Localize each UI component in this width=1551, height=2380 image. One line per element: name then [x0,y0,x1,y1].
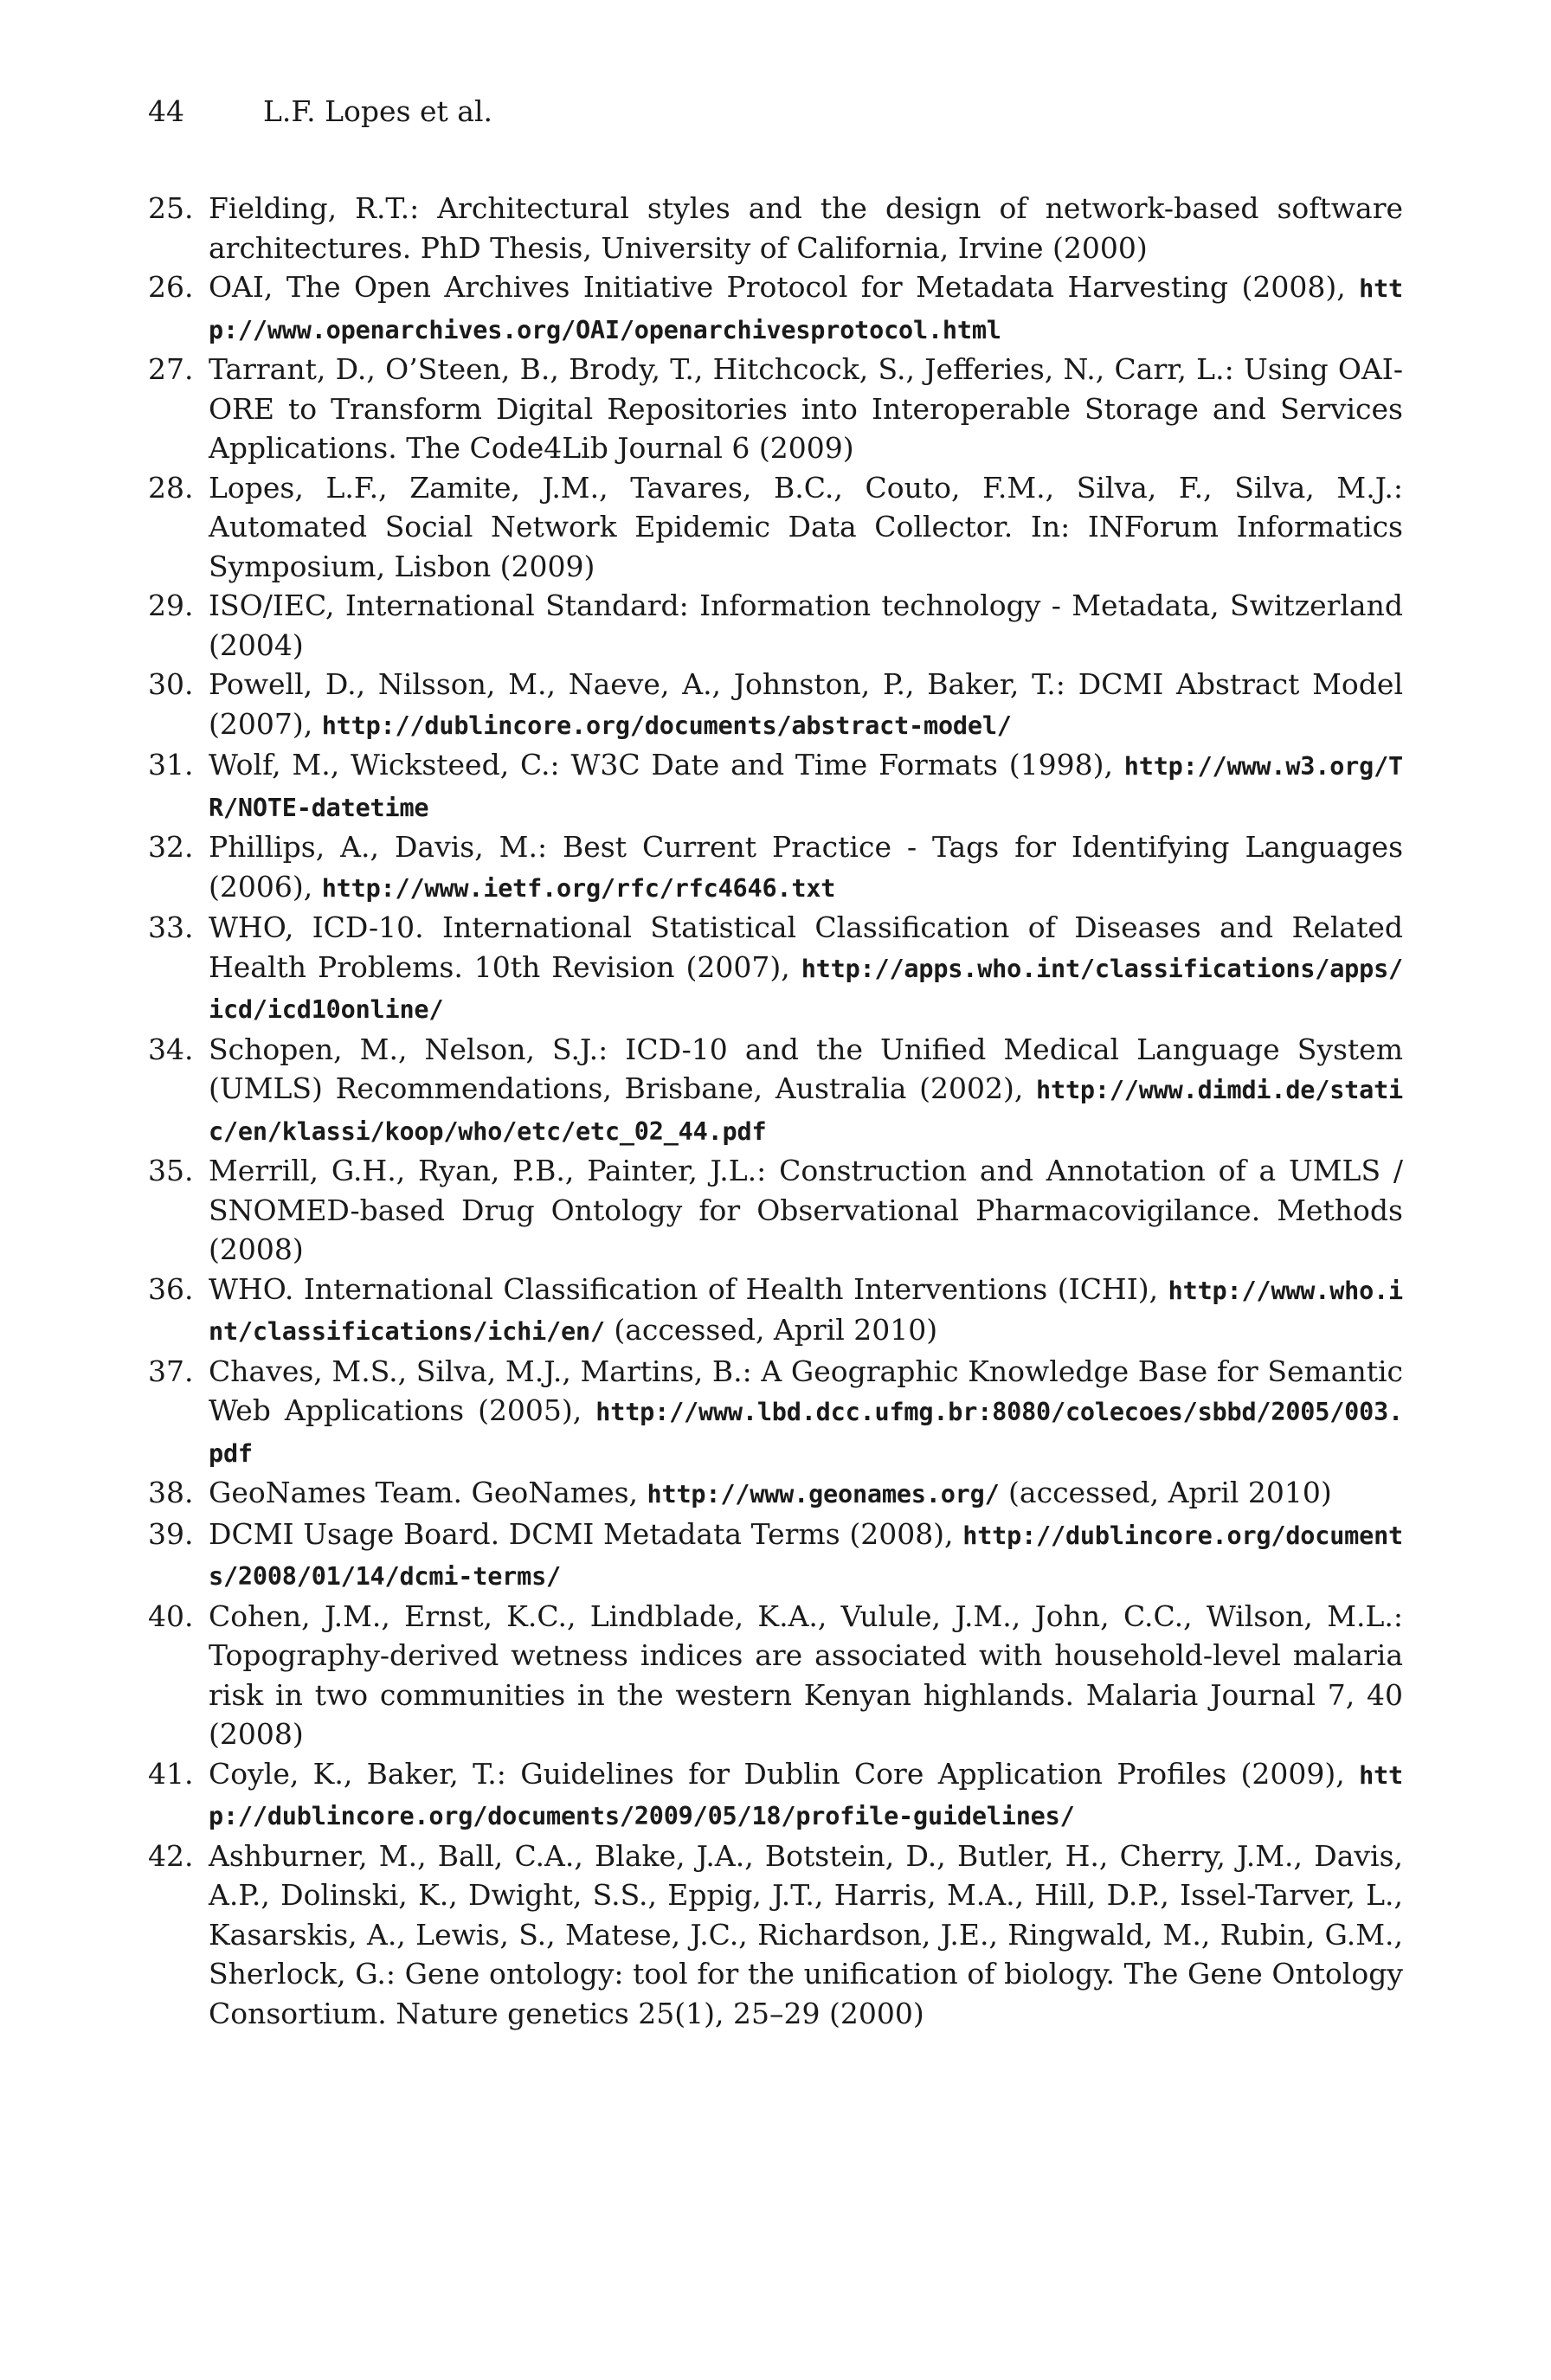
running-header [148,92,1403,132]
reference-link[interactable]: http://www.geonames.org/ [647,1480,1000,1508]
reference-item [148,586,1403,665]
reference-text: Chaves, M.S., Silva, M.J., Martins, B.: A Geographic Knowledge Base for Semantic Web Applications (2005), [209,1354,1403,1427]
reference-link[interactable]: http://apps.who.int/classifications/apps/icd/icd10online/ [209,954,1403,1024]
reference-number: 34. [148,1032,194,1066]
reference-link[interactable]: http://www.ietf.org/rfc/rfc4646.txt [321,873,836,903]
reference-text: ISO/IEC, International Standard: Information technology - Metadata, Switzerland (2004) [209,589,1403,662]
reference-text: WHO, ICD-10. International Statistical Classification of Diseases and Related Health Problems. 10th Revision (2007), [209,910,1403,984]
reference-item [148,1515,1403,1597]
reference-number: 31. [148,748,194,782]
reference-text: WHO. International Classification of Health Interventions (ICHI), [209,1271,1168,1306]
reference-link[interactable]: http://www.w3.org/TR/NOTE-datetime [209,752,1403,822]
running-header-authors: L.F. Lopes et al. [263,94,492,128]
reference-text: GeoNames Team. GeoNames, [209,1476,647,1509]
reference-text: OAI, The Open Archives Initiative Protocol for Metadata Harvesting (2008), [209,270,1360,304]
reference-list [148,189,1403,2033]
reference-item [148,1030,1403,1152]
reference-text: Fielding, R.T.: Architectural styles and the design of network-based software architectures. PhD Thesis, University of California, Irvine (2000) [209,191,1403,265]
reference-number: 35. [148,1154,194,1187]
reference-item [148,827,1403,908]
reference-item [148,1836,1403,2034]
reference-tail: (accessed, April 2010) [999,1476,1332,1509]
reference-text: Coyle, K., Baker, T.: Guidelines for Dublin Core Application Profiles (2009), [209,1756,1360,1791]
reference-link[interactable]: http://dublincore.org/documents/2009/05/18/profile-guidelines/ [209,1760,1403,1830]
reference-text: DCMI Usage Board. DCMI Metadata Terms (2008), [209,1516,963,1551]
reference-item [148,350,1403,468]
reference-text: Schopen, M., Nelson, S.J.: ICD-10 and the Unified Medical Language System (UMLS) Recommendations, Brisbane, Australia (2002), [209,1032,1403,1105]
reference-item [148,908,1403,1030]
reference-number: 41. [148,1756,194,1791]
reference-text: Cohen, J.M., Ernst, K.C., Lindblade, K.A., Vulule, J.M., John, C.C., Wilson, M.L.: Topography-derived wetness indices are associated with household-level malaria risk in two communities in the western Kenyan highlands. Malaria Journal 7, 40 (2008) [209,1598,1403,1751]
reference-item [148,189,1403,267]
reference-number: 39. [148,1516,194,1551]
reference-link[interactable]: http://www.openarchives.org/OAI/openarchivesprotocol.html [209,274,1403,344]
reference-number: 40. [148,1598,194,1633]
reference-link[interactable]: http://dublincore.org/documents/abstract-model/ [321,711,1012,740]
reference-item [148,745,1403,827]
reference-item [148,1270,1403,1352]
reference-text: Lopes, L.F., Zamite, J.M., Tavares, B.C., Couto, F.M., Silva, F., Silva, M.J.: Automated Social Network Epidemic Data Collector. In: INForum Informatics Symposium, Lisbon (2009) [209,470,1403,583]
reference-link[interactable]: http://www.who.int/classifications/ichi/en/ [209,1276,1403,1346]
reference-item [148,267,1403,350]
reference-link[interactable]: http://www.lbd.dcc.ufmg.br:8080/colecoes/sbbd/2005/003.pdf [209,1398,1403,1468]
reference-item [148,1352,1403,1474]
reference-item [148,1597,1403,1754]
reference-item [148,665,1403,745]
reference-item [148,1473,1403,1515]
reference-number: 27. [148,352,194,386]
reference-tail: (accessed, April 2010) [604,1313,938,1347]
reference-text: Powell, D., Nilsson, M., Naeve, A., Johnston, P., Baker, T.: DCMI Abstract Model (2007), [209,667,1403,741]
reference-number: 42. [148,1838,194,1873]
reference-number: 26. [148,270,194,304]
reference-number: 29. [148,589,194,622]
reference-number: 28. [148,470,194,505]
reference-number: 32. [148,830,194,864]
reference-text: Tarrant, D., O’Steen, B., Brody, T., Hitchcock, S., Jefferies, N., Carr, L.: Using OAI-ORE to Transform Digital Repositories into Interoperable Storage and Services Applications. The Code4Lib Journal 6 (2009) [209,352,1403,465]
reference-number: 30. [148,667,194,701]
reference-number: 38. [148,1476,194,1509]
reference-item [148,1754,1403,1836]
page-number: 44 [148,94,184,128]
reference-item [148,1151,1403,1270]
reference-item [148,468,1403,587]
reference-link[interactable]: http://www.dimdi.de/static/en/klassi/koop/who/etc/etc_02_44.pdf [209,1076,1403,1146]
reference-number: 25. [148,191,194,225]
reference-number: 33. [148,910,194,944]
reference-text: Phillips, A., Davis, M.: Best Current Practice - Tags for Identifying Languages (2006), [209,830,1403,904]
reference-number: 36. [148,1271,194,1306]
reference-text: Wolf, M., Wicksteed, C.: W3C Date and Time Formats (1998), [209,748,1124,782]
reference-number: 37. [148,1354,194,1388]
reference-text: Merrill, G.H., Ryan, P.B., Painter, J.L.: Construction and Annotation of a UMLS / SNOMED-based Drug Ontology for Observational Pharmacovigilance. Methods (2008) [209,1154,1403,1266]
reference-text: Ashburner, M., Ball, C.A., Blake, J.A., Botstein, D., Butler, H., Cherry, J.M., Davis, A.P., Dolinski, K., Dwight, S.S., Eppig, J.T., Harris, M.A., Hill, D.P., Issel-Tarver, L., Kasarskis, A., Lewis, S., Matese, J.C., Richardson, J.E., Ringwald, M., Rubin, G.M., Sherlock, G.: Gene ontology: tool for the unification of biology. The Gene Ontology Consortium. Nature genetics 25(1), 25–29 (2000) [209,1838,1403,2030]
reference-link[interactable]: http://dublincore.org/documents/2008/01/14/dcmi-terms/ [209,1521,1403,1591]
